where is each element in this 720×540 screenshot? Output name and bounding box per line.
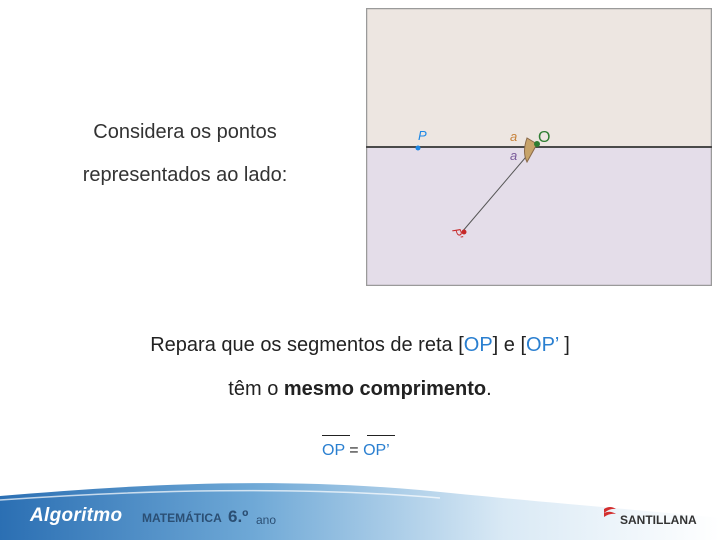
lower-region <box>366 147 712 286</box>
segment-op: OP <box>463 334 493 356</box>
equation-left: OP <box>322 442 345 459</box>
label-p-prime: P' <box>449 226 466 241</box>
brand-logo: Algoritmo <box>30 505 123 526</box>
publisher-logo-icon <box>602 505 618 526</box>
statement-line-1 <box>20 334 700 357</box>
segment-op-prime-text: OP’ <box>526 334 559 356</box>
intro-line-1: Considera os pontos <box>93 121 277 143</box>
statement-line-2 <box>20 378 700 401</box>
label-p: P <box>418 128 427 143</box>
equation <box>322 442 390 460</box>
geometry-figure <box>366 8 712 286</box>
equation-right: OP’ <box>363 442 390 459</box>
intro-line-2: representados ao lado: <box>82 164 288 186</box>
point-p <box>416 146 421 151</box>
overbar-right <box>367 435 395 436</box>
statement-l2-post: . <box>486 378 492 400</box>
grade-label: 6.º <box>228 507 249 526</box>
statement-l2-pre: têm o <box>228 378 284 400</box>
statement-mid: ] e [ <box>492 334 527 356</box>
statement-pre: Repara que os segmentos de reta [ <box>150 334 464 356</box>
publisher-name: SANTILLANA <box>620 513 697 527</box>
statement-emphasis: mesmo comprimento <box>283 378 487 400</box>
grade-suffix: ano <box>256 513 277 527</box>
overbar-left <box>322 435 350 436</box>
upper-region <box>366 8 712 147</box>
statement-post: ] <box>558 334 570 356</box>
label-a-lower: a <box>510 148 518 163</box>
equation-equals: = <box>344 442 364 459</box>
label-a-upper: a <box>510 129 518 144</box>
label-o: O <box>538 129 551 146</box>
subject-label: MATEMÁTICA <box>142 511 222 525</box>
